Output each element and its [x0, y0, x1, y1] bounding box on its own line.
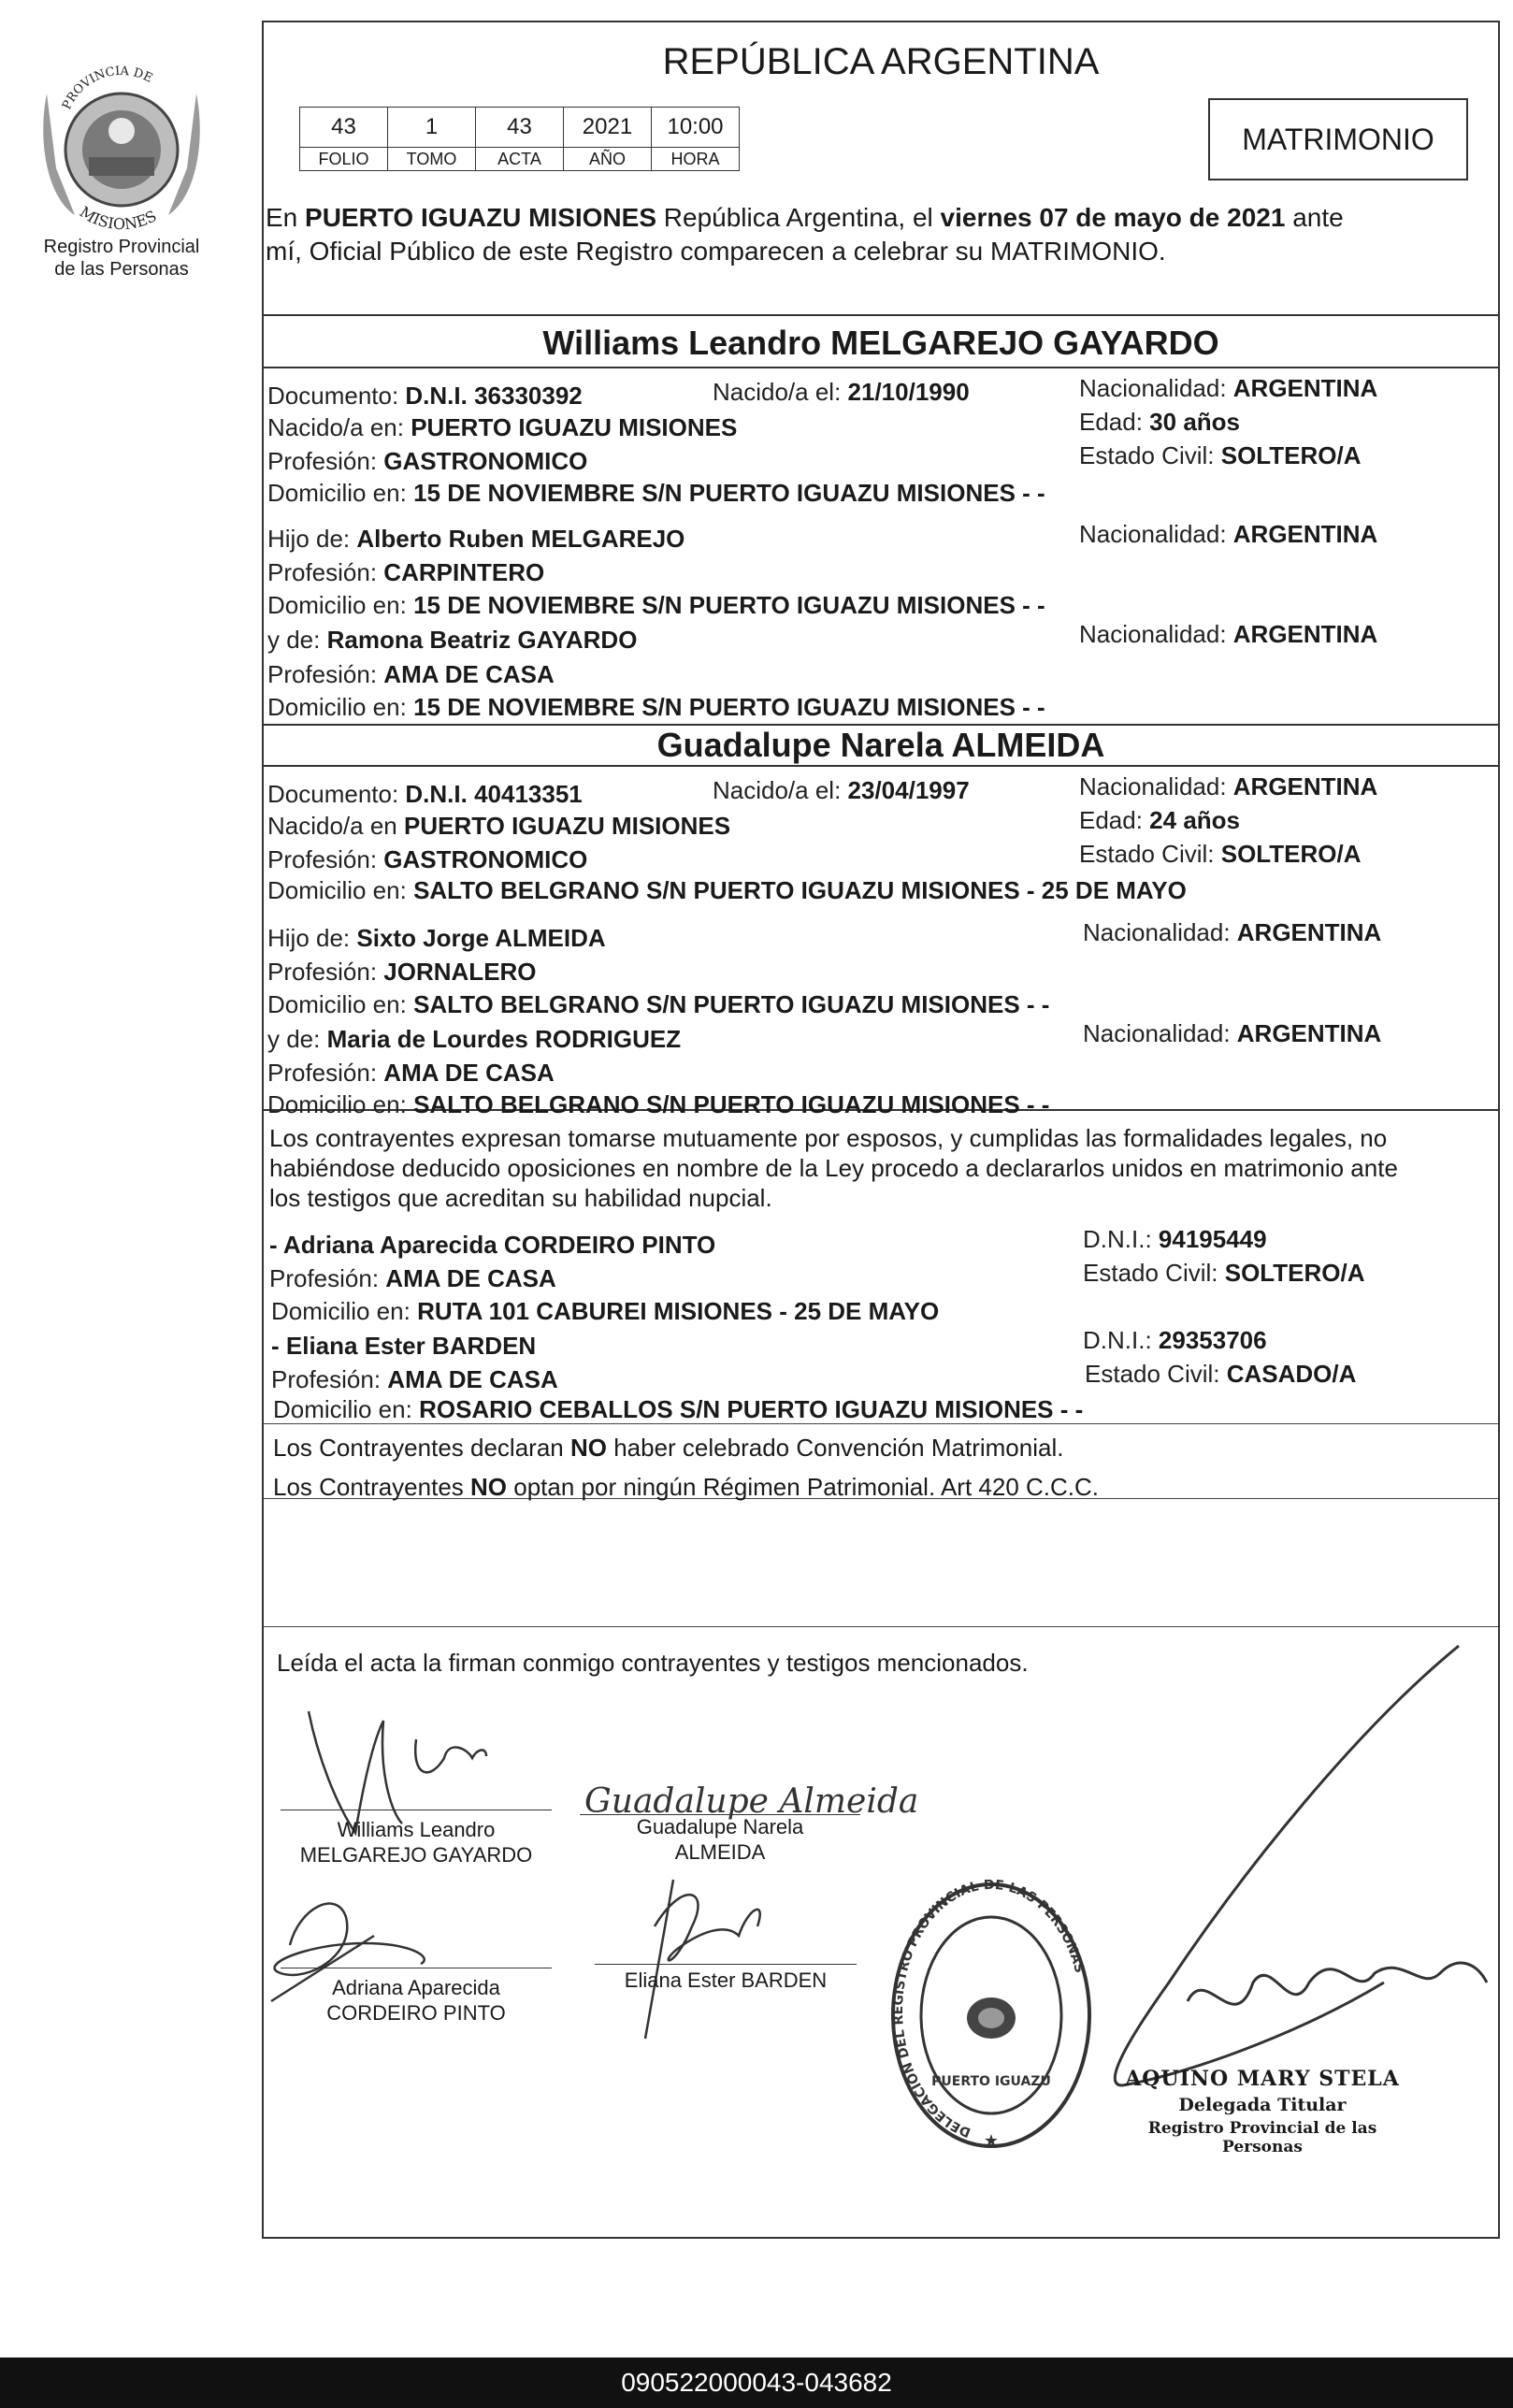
- document-title: REPÚBLICA ARGENTINA: [662, 41, 1100, 82]
- leida-text: Leída el acta la firman conmigo contrayentes y testigos mencionados.: [277, 1649, 1029, 1677]
- testigo-2-name: - Eliana Ester BARDEN: [271, 1332, 537, 1360]
- signature-name-4: Eliana Ester BARDEN: [624, 1968, 828, 1992]
- intro-line-1: En PUERTO IGUAZU MISIONES República Argentina, el viernes 07 de mayo de 2021 ante: [266, 203, 1344, 232]
- anio-value: 2021: [564, 108, 652, 148]
- c2-nacido-el: Nacido/a el: 23/04/1997: [713, 776, 970, 804]
- officer-block: [1122, 2067, 1403, 2156]
- folio-value: 43: [300, 108, 388, 148]
- c1-nacionalidad: Nacionalidad: ARGENTINA: [1079, 374, 1378, 402]
- tomo-value: 1: [388, 108, 476, 148]
- testigo-1-name: - Adriana Aparecida CORDEIRO PINTO: [269, 1231, 716, 1259]
- signature-name-1: Williams Leandro MELGAREJO GAYARDO: [299, 1818, 533, 1867]
- c1-estado-civil: Estado Civil: SOLTERO/A: [1079, 441, 1362, 469]
- contrayente-2-name: Guadalupe Narela ALMEIDA: [656, 726, 1105, 764]
- testigo-1-profesion: Profesión: AMA DE CASA: [269, 1264, 556, 1292]
- c2-padre-profesion: Profesión: JORNALERO: [267, 958, 537, 986]
- testigo-2-estado-civil: Estado Civil: CASADO/A: [1085, 1360, 1357, 1388]
- document-code-bar: 090522000043-043682: [0, 2358, 1513, 2408]
- c1-padre-profesion: Profesión: CARPINTERO: [267, 558, 545, 586]
- acta-value: 43: [476, 108, 564, 148]
- c2-madre-profesion: Profesión: AMA DE CASA: [267, 1059, 555, 1087]
- c2-estado-civil: Estado Civil: SOLTERO/A: [1079, 840, 1362, 868]
- testigo-1-estado-civil: Estado Civil: SOLTERO/A: [1083, 1259, 1365, 1287]
- signature-line-4: [595, 1964, 857, 1965]
- c2-documento: Documento: D.N.I. 40413351: [267, 780, 583, 808]
- c1-nacido-el: Nacido/a el: 21/10/1990: [713, 378, 970, 406]
- svg-text:PROVINCIA DE: PROVINCIA DE: [60, 64, 155, 112]
- c2-edad: Edad: 24 años: [1079, 806, 1240, 834]
- svg-text:DELEGACION DEL REGISTRO PROVIN: DELEGACION DEL REGISTRO PROVINCIAL DE LAS PERSONAS: [891, 1880, 1088, 2141]
- svg-text:MISIONES: MISIONES: [76, 202, 160, 234]
- hora-label: HORA: [652, 148, 740, 171]
- testigo-1-dni: D.N.I.: 94195449: [1083, 1225, 1267, 1253]
- c2-nacionalidad: Nacionalidad: ARGENTINA: [1079, 772, 1378, 800]
- c1-padre-domicilio: Domicilio en: 15 DE NOVIEMBRE S/N PUERTO IGUAZU MISIONES - -: [267, 591, 1045, 619]
- officer-org: Registro Provincial de las Personas: [1147, 2119, 1377, 2156]
- c1-madre-nacionalidad: Nacionalidad: ARGENTINA: [1079, 620, 1378, 648]
- signature-name-3: Adriana Aparecida CORDEIRO PINTO: [326, 1976, 506, 2025]
- anio-label: AÑO: [564, 148, 652, 171]
- c1-padre-nacionalidad: Nacionalidad: ARGENTINA: [1079, 520, 1378, 548]
- c2-madre-nacionalidad: Nacionalidad: ARGENTINA: [1083, 1019, 1382, 1047]
- c1-edad: Edad: 30 años: [1079, 408, 1240, 436]
- c2-madre: y de: Maria de Lourdes RODRIGUEZ: [267, 1025, 682, 1053]
- convencion-line-1: Los Contrayentes declaran NO haber celebrado Convención Matrimonial.: [273, 1434, 1064, 1462]
- acta-label: ACTA: [476, 148, 564, 171]
- testigo-2-dni: D.N.I.: 29353706: [1083, 1326, 1267, 1354]
- officer-role: Delegada Titular: [1178, 2095, 1347, 2115]
- act-type-box: MATRIMONIO: [1208, 98, 1468, 180]
- hora-value: 10:00: [652, 108, 740, 148]
- svg-text:PUERTO IGUAZU: PUERTO IGUAZU: [931, 2074, 1051, 2089]
- svg-text:Guadalupe Almeida: Guadalupe Almeida: [584, 1782, 919, 1821]
- c2-profesion: Profesión: GASTRONOMICO: [267, 845, 588, 873]
- c2-madre-domicilio: Domicilio en: SALTO BELGRANO S/N PUERTO IGUAZU MISIONES - -: [267, 1090, 1050, 1118]
- declaracion-line-1: Los contrayentes expresan tomarse mutuamente por esposos, y cumplidas las formalidades legales, no: [269, 1124, 1388, 1152]
- c2-domicilio: Domicilio en: SALTO BELGRANO S/N PUERTO IGUAZU MISIONES - 25 DE MAYO: [267, 876, 1187, 904]
- testigo-2-profesion: Profesión: AMA DE CASA: [271, 1365, 558, 1393]
- c2-padre-nacionalidad: Nacionalidad: ARGENTINA: [1083, 918, 1382, 946]
- testigo-2-domicilio: Domicilio en: ROSARIO CEBALLOS S/N PUERTO IGUAZU MISIONES - -: [273, 1395, 1084, 1423]
- c1-padre: Hijo de: Alberto Ruben MELGAREJO: [267, 525, 685, 553]
- c1-madre-domicilio: Domicilio en: 15 DE NOVIEMBRE S/N PUERTO IGUAZU MISIONES - -: [267, 693, 1045, 721]
- tomo-label: TOMO: [388, 148, 476, 171]
- c1-nacido-en: Nacido/a en: PUERTO IGUAZU MISIONES: [267, 413, 738, 441]
- c2-padre: Hijo de: Sixto Jorge ALMEIDA: [267, 924, 606, 952]
- officer-name: AQUINO MARY STELA: [1125, 2067, 1400, 2091]
- folio-label: FOLIO: [300, 148, 388, 171]
- convencion-line-2: Los Contrayentes NO optan por ningún Régimen Patrimonial. Art 420 C.C.C.: [273, 1473, 1100, 1501]
- intro-line-2: mí, Oficial Público de este Registro comparecen a celebrar su MATRIMONIO.: [266, 237, 1166, 266]
- official-stamp: [888, 1880, 1094, 2151]
- svg-text:★: ★: [983, 2131, 1000, 2150]
- c1-domicilio: Domicilio en: 15 DE NOVIEMBRE S/N PUERTO IGUAZU MISIONES - -: [267, 479, 1045, 507]
- contrayente-1-name: Williams Leandro MELGAREJO GAYARDO: [542, 324, 1219, 362]
- declaracion-line-3: los testigos que acreditan su habilidad nupcial.: [269, 1184, 772, 1212]
- c1-documento: Documento: D.N.I. 36330392: [267, 382, 583, 410]
- c2-nacido-en: Nacido/a en PUERTO IGUAZU MISIONES: [267, 812, 731, 840]
- c2-padre-domicilio: Domicilio en: SALTO BELGRANO S/N PUERTO IGUAZU MISIONES - -: [267, 990, 1050, 1018]
- c1-profesion: Profesión: GASTRONOMICO: [267, 447, 588, 475]
- registry-name: Registro Provincial de las Personas: [43, 237, 200, 280]
- c1-madre: y de: Ramona Beatriz GAYARDO: [267, 626, 638, 654]
- declaracion-line-2: habiéndose deducido oposiciones en nombre de la Ley procedo a declararlos unidos en matrimonio ante: [269, 1154, 1398, 1182]
- c1-madre-profesion: Profesión: AMA DE CASA: [267, 660, 555, 688]
- testigo-1-domicilio: Domicilio en: RUTA 101 CABUREI MISIONES - 25 DE MAYO: [271, 1297, 940, 1325]
- signature-name-2: Guadalupe Narela ALMEIDA: [636, 1815, 804, 1864]
